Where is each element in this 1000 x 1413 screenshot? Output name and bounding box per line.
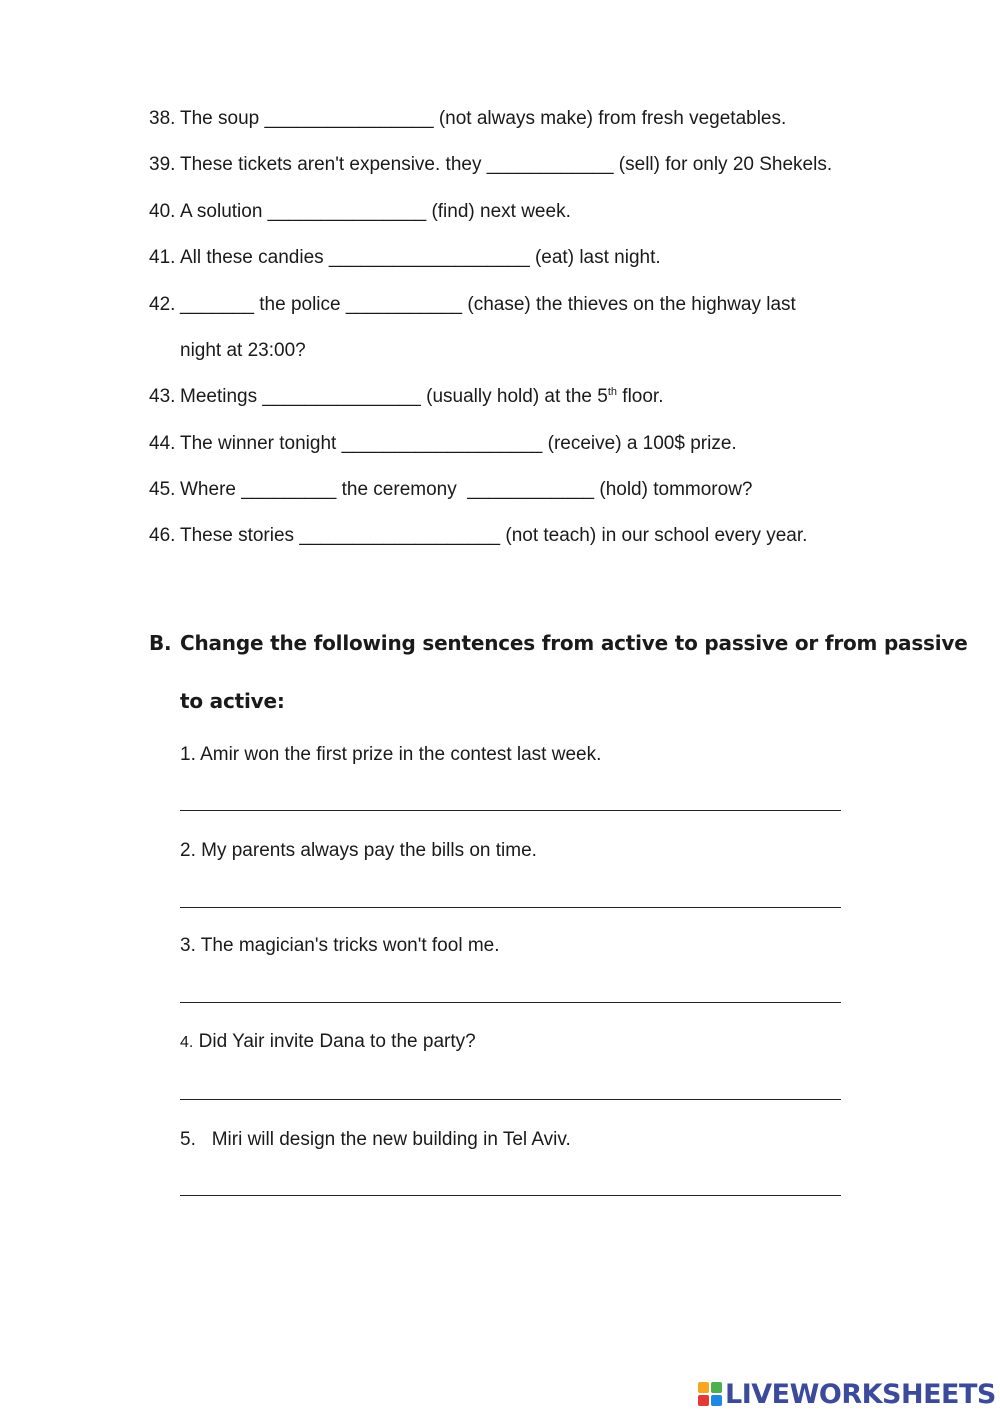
transform-item-4: 4. Did Yair invite Dana to the party? (180, 1031, 476, 1052)
question-43: 43. Meetings _______________ (usually hold) at the 5th floor. (149, 386, 664, 407)
question-38: 38. The soup ________________ (not always make) from fresh vegetables. (149, 108, 787, 129)
transform-item-5: 5. Miri will design the new building in Tel Aviv. (180, 1129, 571, 1150)
question-44: 44. The winner tonight ___________________ (receive) a 100$ prize. (149, 433, 737, 454)
answer-line-5[interactable] (180, 1195, 841, 1196)
answer-line-4[interactable] (180, 1099, 841, 1100)
liveworksheets-logo-icon (698, 1382, 722, 1406)
section-b-heading: Change the following sentences from active to passive or from passive (180, 631, 968, 655)
transform-item-1: 1. Amir won the first prize in the contest last week. (180, 744, 602, 765)
question-41: 41. All these candies ___________________ (eat) last night. (149, 247, 661, 268)
question-39: 39. These tickets aren't expensive. they ____________ (sell) for only 20 Shekels. (149, 154, 833, 175)
question-40: 40. A solution _______________ (find) next week. (149, 201, 571, 222)
question-42: 42. _______ the police ___________ (chase) the thieves on the highway last (149, 294, 796, 315)
answer-line-3[interactable] (180, 1002, 841, 1003)
liveworksheets-logo (698, 1377, 996, 1411)
logo-text: LIVEWORKSHEETS (725, 1378, 996, 1410)
section-b-heading-continuation: to active: (180, 689, 285, 713)
transform-item-2: 2. My parents always pay the bills on time. (180, 840, 537, 861)
question-42-continuation: night at 23:00? (180, 340, 306, 361)
section-b-letter: B. (149, 631, 172, 655)
answer-line-1[interactable] (180, 810, 841, 811)
question-45: 45. Where _________ the ceremony ____________ (hold) tommorow? (149, 479, 753, 500)
question-46: 46. These stories ___________________ (not teach) in our school every year. (149, 525, 808, 546)
transform-item-3: 3. The magician's tricks won't fool me. (180, 935, 500, 956)
answer-line-2[interactable] (180, 907, 841, 908)
